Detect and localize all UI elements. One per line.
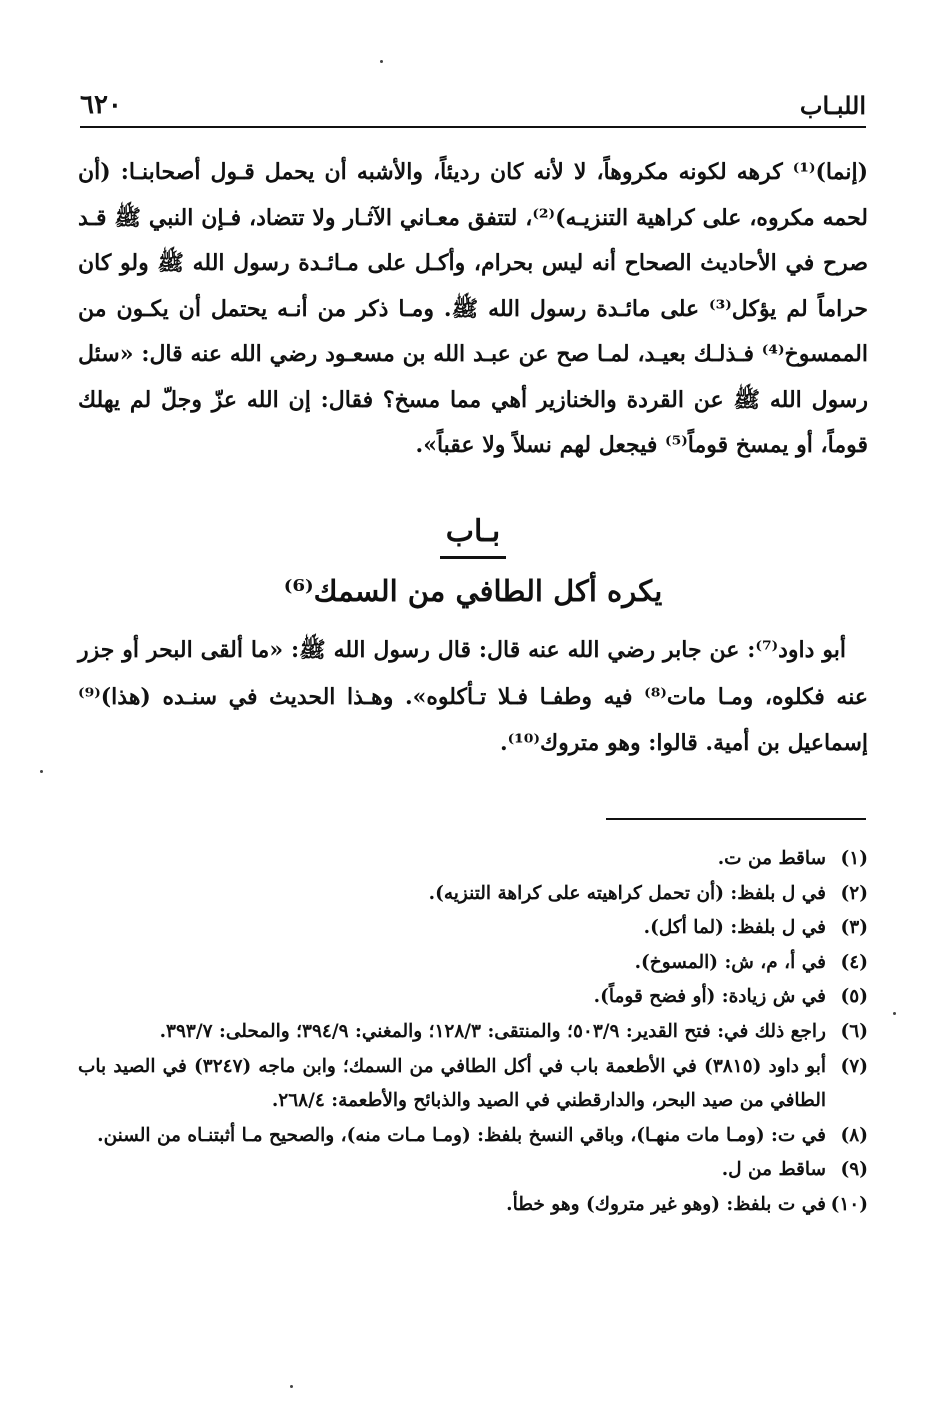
footnote-text: ساقط من ل. [721,1159,826,1181]
scan-speck [290,1385,293,1388]
footnote-number: (٤) [840,951,868,973]
page-header [80,86,866,128]
footnote-6 [78,1015,868,1050]
footnote-4 [78,946,868,981]
footnote-number: (١) [840,848,868,869]
footnote-8 [78,1119,868,1154]
footnote-5 [78,980,868,1015]
scan-speck [893,1012,896,1015]
footnote-number: (٦) [840,1020,868,1042]
footnote-number: (٧) [840,1055,868,1077]
footnote-text: في ل بلفظ: (لما أكل). [643,917,826,939]
footnote-text: في ت: (ومـا مات منهـا)، وباقي النسخ بلفظ: (ومـا مـات منه)، والصحيح مـا أثبتنـاه من السنن. [97,1124,826,1146]
footnote-divider [606,818,866,820]
footnote-text: في أ، م، ش: (المسوخ). [634,951,826,973]
footnotes [78,842,868,1223]
page-number: ٦٢٠ [80,90,122,120]
section-paragraph: أبو داود⁽⁷⁾: عن جابر رضي الله عنه قال: قال رسول الله ﷺ: «ما ألقى البحر أو جزر عنه فكلوه، ومـا مات⁽⁸⁾ فيه وطفـا فـلا تـأكلوه». وهـذا الحديث في سنـده (هذا)⁽⁹⁾ إسماعيل بن أمية. قالوا: وهو متروك⁽¹⁰⁾. [78,637,868,756]
footnote-number: (٣) [840,917,868,939]
footnote-number: (٥) [840,986,868,1008]
footnote-9 [78,1153,868,1188]
scan-speck [40,770,43,773]
body-paragraph: (إنما)⁽¹⁾ كرهه لكونه مكروهاً، لا لأنه كان رديئاً، والأشبه أن يحمل قـول أصحابنـا: (أن لحمه مكروه، على كراهية التنزيـه)⁽²⁾، لتتفق معـاني الآثـار ولا تتضاد، فـإن النبي ﷺ قـد صرح في الأحاديث الصحاح أنه ليس بحرام، وأكـل على مـائـدة رسول الله ﷺ ولو كان حراماً لم يؤكل⁽³⁾ على مائـدة رسول الله ﷺ. ومـا ذكر من أنـه يحتمل أن يكـون من الممسوخ⁽⁴⁾ فـذلـك بعيـد، لمـا صح عن عبـد الله بن مسعـود رضي الله عنه قال: «سئل رسول الله ﷺ عن القردة والخنازير أهي مما مسخ؟ فقال: إن الله عزّ وجلّ لم يهلك قوماً، أو يمسخ قوماً⁽⁵⁾ فيجعل لهم نسلاً ولا عقباً». [78,159,869,458]
footnote-7 [78,1050,868,1119]
chapter-title: يكره أكل الطافي من السمك⁽⁶⁾ [283,574,663,608]
running-title: اللبـاب [799,91,866,120]
footnote-number: (٨) [840,1124,868,1146]
footnote-1 [78,842,868,877]
footnote-text: راجع ذلك في: فتح القدير: ٥٠٣/٩؛ والمنتقى: ١٢٨/٣؛ والمغني: ٣٩٤/٩؛ والمحلى: ٣٩٣/٧. [159,1020,826,1042]
footnote-3 [78,911,868,946]
chapter-word: بـاب [440,510,507,559]
footnote-10 [78,1188,868,1223]
footnote-2 [78,877,868,912]
footnote-number: (١٠) [830,1193,868,1215]
footnote-text: أبو داود (٣٨١٥) في الأطعمة باب في أكل الطافي من السمك؛ وابن ماجه (٣٢٤٧) في الصيد باب الطافي من صيد البحر، والدارقطني في الصيد والذبائح والأطعمة: ٢٦٨/٤. [78,1055,827,1112]
chapter-heading [78,510,868,615]
footnote-text: في ش زيادة: (أو فضح قوماً). [593,986,826,1008]
section-text [78,627,868,767]
footnote-number: (٢) [840,882,868,904]
footnote-text: في ت بلفظ: (وهو غير متروك) وهو خطأ. [506,1193,826,1215]
main-text [78,150,868,469]
footnote-number: (٩) [840,1159,868,1181]
scan-speck [380,60,383,63]
footnote-text: في ل بلفظ: (أن تحمل كراهيته على كراهة التنزيه). [428,882,826,904]
footnote-text: ساقط من ت. [717,848,826,869]
